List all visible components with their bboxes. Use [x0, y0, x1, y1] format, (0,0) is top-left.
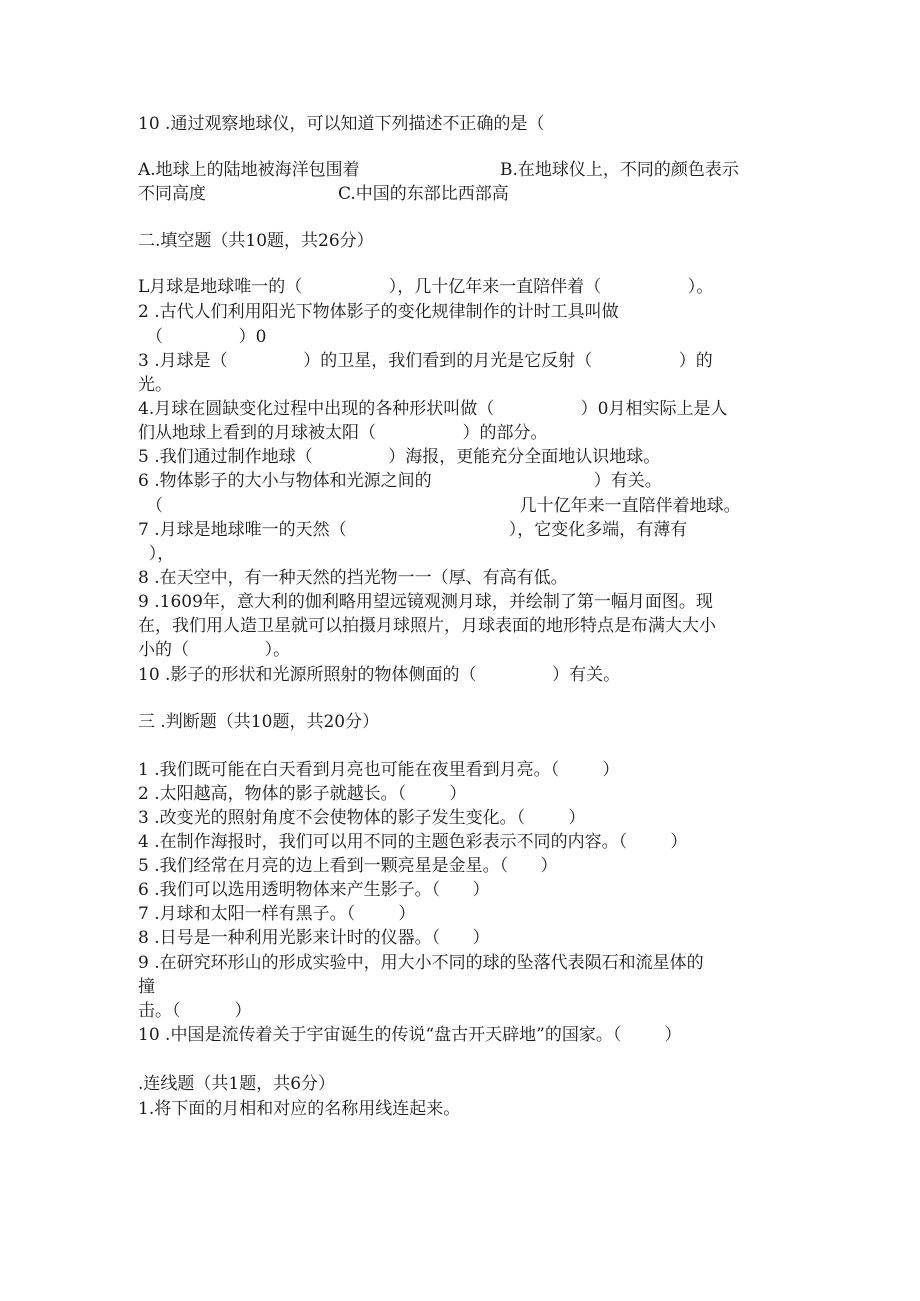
section-fill-title: 二.填空题（共10题，共26分） — [138, 231, 374, 251]
fill-line: 3 .月球是（ ）的卫星，我们看到的月光是它反射（ ）的 — [138, 351, 713, 371]
option-b-cont: 不同高度 — [138, 184, 206, 204]
match-question: 1.将下面的月相和对应的名称用线连起来。 — [138, 1099, 461, 1119]
fill-line: 们从地球上看到的月球被太阳（ ）的部分。 — [138, 423, 548, 443]
judge-line: 击。（ ） — [138, 1001, 252, 1021]
option-c: C.中国的东部比西部高 — [338, 184, 509, 204]
section-match-title: .连线题（共1题，共6分） — [138, 1074, 336, 1094]
fill-line: 2 .古代人们利用阳光下物体影子的变化规律制作的计时工具叫做 — [138, 302, 619, 322]
fill-line: 6 .物体影子的大小与物体和光源之间的 ）有关。 — [138, 471, 662, 491]
fill-line: 光。 — [138, 375, 172, 395]
fill-line: 小的（ ）。 — [138, 640, 291, 660]
fill-line: L月球是地球唯一的（ ），几十亿年来一直陪伴着（ ）。 — [138, 277, 714, 297]
fill-line: 7 .月球是地球唯一的天然（ ），它变化多端，有薄有 — [138, 520, 688, 540]
option-a: A.地球上的陆地被海洋包围着 — [138, 160, 360, 180]
judge-line: 3 .改变光的照射角度不会使物体的影子发生变化。（ ） — [138, 808, 586, 828]
fill-line: （ 几十亿年来一直陪伴着地球。 — [146, 496, 741, 516]
judge-line: 4 .在制作海报时，我们可以用不同的主题色彩表示不同的内容。（ ） — [138, 832, 688, 852]
section-judge-title: 三 .判断题（共10题，共20分） — [138, 712, 380, 732]
judge-line: 撞 — [138, 977, 155, 997]
judge-line: 2 .太阳越高，物体的影子就越长。（ ） — [138, 784, 467, 804]
judge-line: 6 .我们可以选用透明物体来产生影子。（ ） — [138, 880, 490, 900]
fill-line: 9 .1609年，意大利的伽利略用望远镜观测月球，并绘制了第一幅月面图。现 — [138, 592, 713, 612]
fill-line: 8 .在天空中，有一种天然的挡光物一一（厚、有高有低。 — [138, 568, 568, 588]
judge-line: 5 .我们经常在月亮的边上看到一颗亮星是金星。（ ） — [138, 856, 558, 876]
fill-line: 在，我们用人造卫星就可以拍摄月球照片，月球表面的地形特点是布满大大小 — [138, 616, 716, 636]
judge-line: 10 .中国是流传着关于宇宙诞生的传说“盘古开天辟地”的国家。（ ） — [138, 1025, 682, 1045]
fill-line: ）， — [138, 544, 175, 564]
judge-line: 9 .在研究环形山的形成实验中，用大小不同的球的坠落代表陨石和流星体的 — [138, 953, 704, 973]
judge-line: 8 .日号是一种利用光影来计时的仪器。（ ） — [138, 928, 490, 948]
fill-line: 10 .影子的形状和光源所照射的物体侧面的（ ）有关。 — [138, 665, 621, 685]
fill-line: 4.月球在圆缺变化过程中出现的各种形状叫做（ ）0月相实际上是人 — [138, 399, 728, 419]
judge-line: 1 .我们既可能在白天看到月亮也可能在夜里看到月亮。（ ） — [138, 760, 620, 780]
fill-line: 5 .我们通过制作地球（ ）海报，更能充分全面地认识地球。 — [138, 447, 661, 467]
question-10-mc: 10 .通过观察地球仪，可以知道下列描述不正确的是（ — [138, 114, 545, 134]
option-b: B.在地球仪上，不同的颜色表示 — [500, 160, 739, 180]
fill-line: （ ）0 — [146, 327, 267, 347]
judge-line: 7 .月球和太阳一样有黑子。（ ） — [138, 904, 416, 924]
